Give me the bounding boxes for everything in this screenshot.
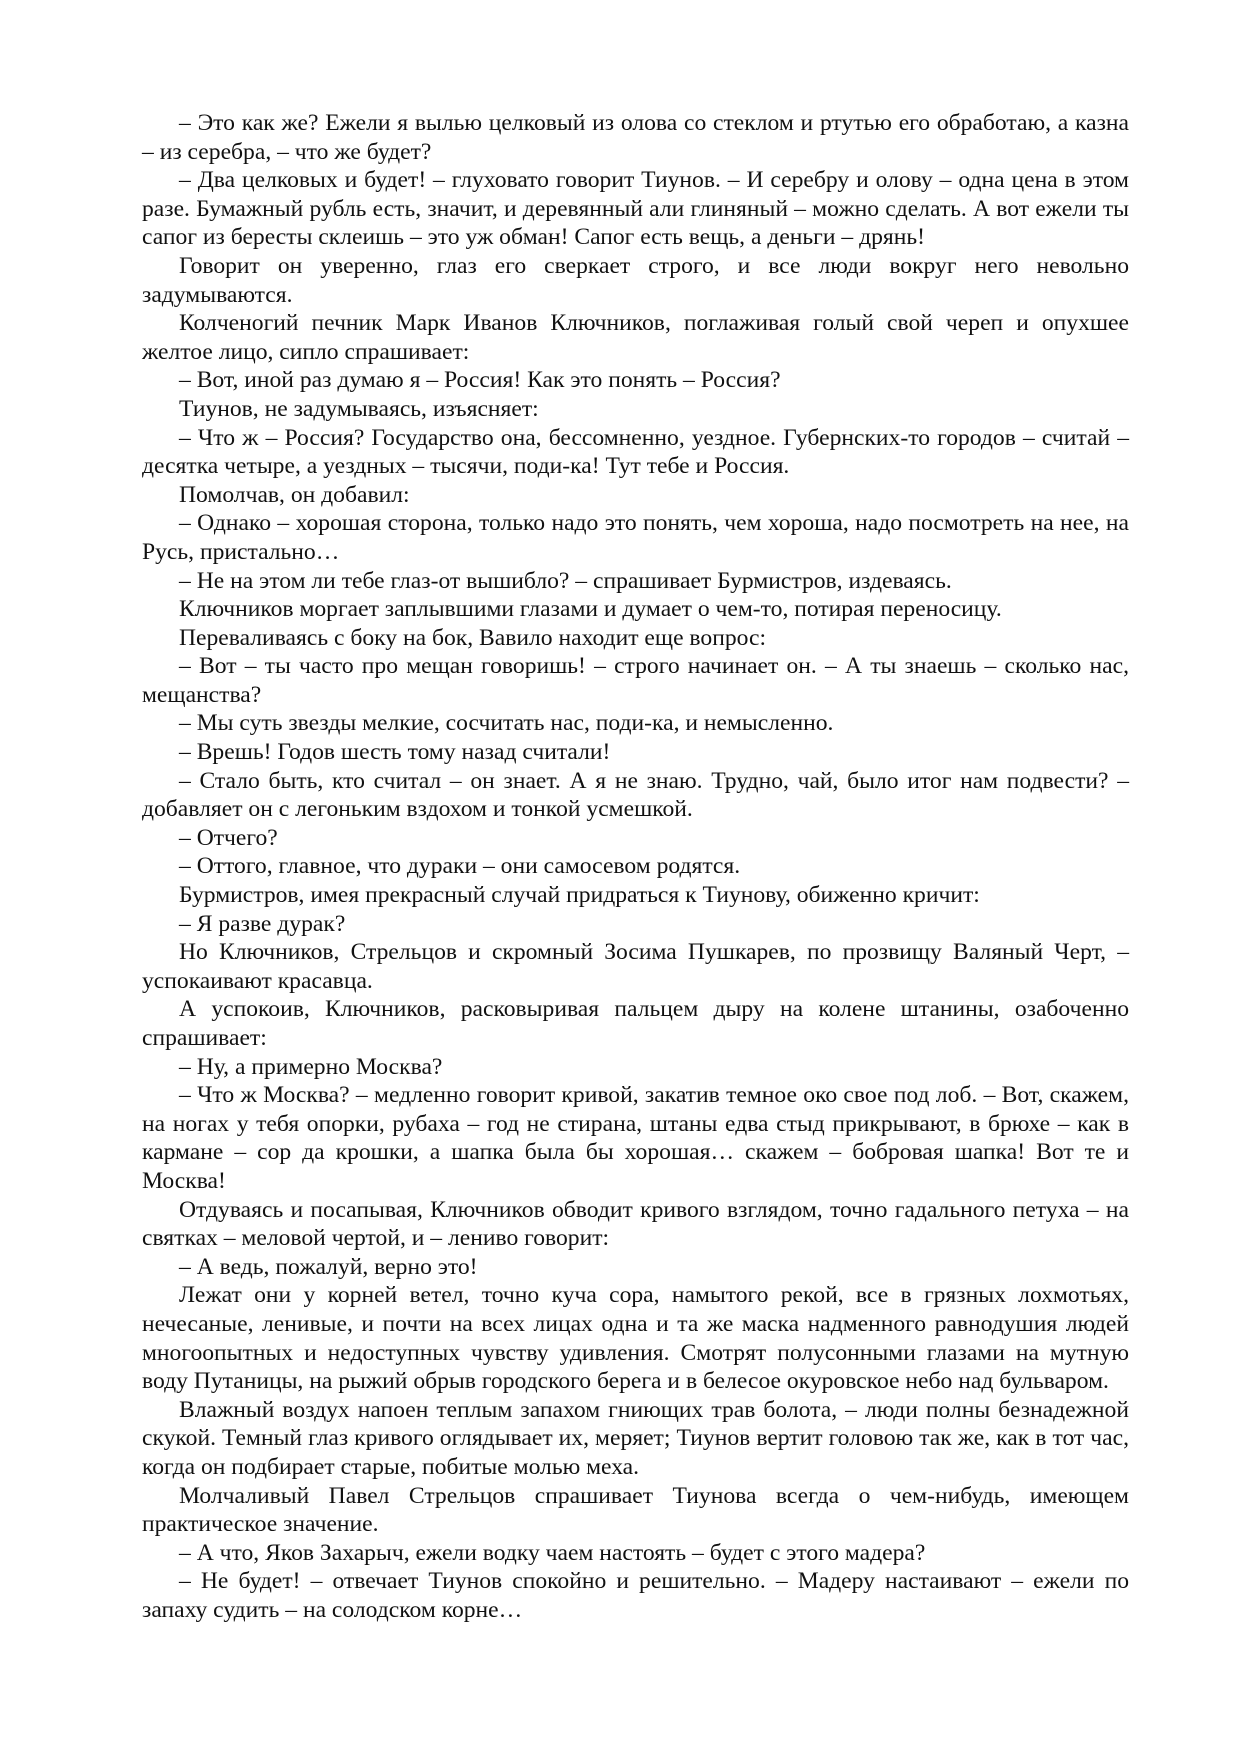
paragraph: А успокоив, Ключников, расковыривая пальцем дыру на колене штанины, озабоченно спрашивает: <box>142 996 1129 1051</box>
paragraph: – Это как же? Ежели я вылью целковый из олова со стеклом и ртутью его обработаю, а казна – из серебра, – что же будет? <box>142 110 1129 165</box>
paragraph: Бурмистров, имея прекрасный случай придраться к Тиунову, обиженно кричит: <box>179 882 980 909</box>
paragraph: Помолчав, он добавил: <box>179 481 410 508</box>
paragraph: – Не на этом ли тебе глаз-от вышибло? – спрашивает Бурмистров, издеваясь. <box>179 567 952 594</box>
paragraph: – Стало быть, кто считал – он знает. А я не знаю. Трудно, чай, было итог нам подвести? – добавляет он с легоньким вздохом и тонкой усмешкой. <box>142 767 1129 823</box>
paragraph: Говорит он уверенно, глаз его сверкает строго, и все люди вокруг него невольно задумываются. <box>142 252 1129 308</box>
paragraph: Влажный воздух напоен теплым запахом гниющих трав болота, – люди полны безнадежной скукой. Темный глаз кривого оглядывает их, меряет; Тиунов вертит головою так же, как в тот час, когда он подбирает старые, побитые молью меха. <box>142 1396 1129 1480</box>
paragraph: – Что ж Москва? – медленно говорит кривой, закатив темное око свое под лоб. – Вот, скажем, на ногах у тебя опорки, рубаха – год не стирана, штаны едва стыд прикрывают, в брюхе – как в кармане – сор да крошки, а шапка была бы хорошая… скажем – бобровая шапка! Вот те и Москва! <box>142 1082 1129 1194</box>
paragraph: – Оттого, главное, что дураки – они самосевом родятся. <box>179 853 741 880</box>
paragraph: Колченогий печник Марк Иванов Ключников, поглаживая голый свой череп и опухшее желтое лицо, сипло спрашивает: <box>142 310 1129 365</box>
paragraph: Лежат они у корней ветел, точно куча сора, намытого рекой, все в грязных лохмотьях, нечесаные, ленивые, и почти на всех лицах одна и та же маска надменного равнодушия людей многоопытных и недоступных чувству удивления. Смотрят полусонными глазами на мутную воду Путаницы, на рыжий обрыв городского берега и в белесое окуровское небо над бульваром. <box>142 1282 1129 1395</box>
paragraph: Но Ключников, Стрельцов и скромный Зосима Пушкарев, по прозвищу Валяный Черт, – успокаивают красавца. <box>142 939 1129 994</box>
paragraph: Отдуваясь и посапывая, Ключников обводит кривого взглядом, точно гадального петуха – на святках – меловой чертой, и – лениво говорит: <box>142 1196 1129 1252</box>
paragraph: – Вот – ты часто про мещан говоришь! – строго начинает он. – А ты знаешь – сколько нас, мещанства? <box>142 653 1129 708</box>
paragraph: – Отчего? <box>179 824 278 851</box>
paragraph: Молчаливый Павел Стрельцов спрашивает Тиунова всегда о чем-нибудь, имеющем практическое значение. <box>142 1482 1129 1538</box>
paragraph: – А ведь, пожалуй, верно это! <box>179 1253 478 1280</box>
document-page <box>142 109 1129 1624</box>
paragraph: – Мы суть звезды мелкие, сосчитать нас, поди-ка, и немысленно. <box>179 710 834 737</box>
paragraph: Ключников моргает заплывшими глазами и думает о чем-то, потирая переносицу. <box>179 596 1002 623</box>
paragraph: – Ну, а примерно Москва? <box>179 1053 443 1080</box>
paragraph: – А что, Яков Захарыч, ежели водку чаем настоять – будет с этого мадера? <box>179 1539 926 1566</box>
paragraph: – Вот, иной раз думаю я – Россия! Как это понять – Россия? <box>179 367 781 394</box>
paragraph: – Врешь! Годов шесть тому назад считали! <box>179 739 611 766</box>
paragraph: – Не будет! – отвечает Тиунов спокойно и решительно. – Мадеру настаивают – ежели по запаху судить – на солодском корне… <box>142 1568 1129 1623</box>
paragraph: – Два целковых и будет! – глуховато говорит Тиунов. – И серебру и олову – одна цена в этом разе. Бумажный рубль есть, значит, и деревянный али глиняный – можно сделать. А вот ежели ты сапог из бересты склеишь – это уж обман! Сапог есть вещь, а деньги – дрянь! <box>142 167 1129 251</box>
paragraph: – Однако – хорошая сторона, только надо это понять, чем хороша, надо посмотреть на нее, на Русь, пристально… <box>142 510 1129 565</box>
paragraph: – Что ж – Россия? Государство она, бессомненно, уездное. Губернских-то городов – считай – десятка четыре, а уездных – тысячи, поди-ка! Тут тебе и Россия. <box>142 424 1129 480</box>
paragraph: Переваливаясь с боку на бок, Вавило находит еще вопрос: <box>179 624 767 651</box>
paragraph: – Я разве дурак? <box>179 910 346 937</box>
paragraph: Тиунов, не задумываясь, изъясняет: <box>179 395 539 422</box>
